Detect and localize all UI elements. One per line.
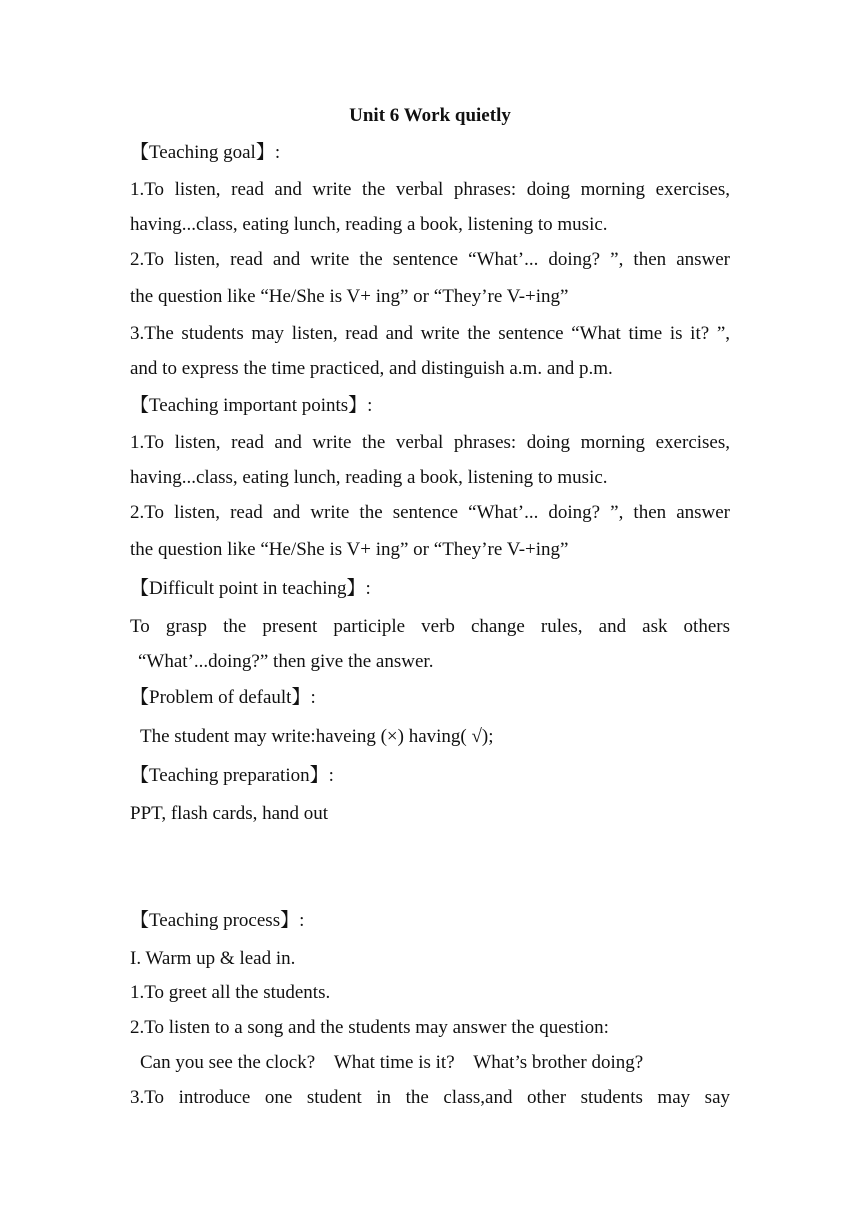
goal-line: 3.The students may listen, read and write the sentence “What time is it? ”, [130, 323, 730, 344]
process-line: I. Warm up & lead in. [130, 948, 296, 969]
preparation-line: PPT, flash cards, hand out [130, 803, 329, 824]
doc-title: Unit 6 Work quietly [349, 105, 511, 126]
difficult-point-heading: 【Difficult point in teaching】: [130, 578, 371, 599]
important-line: having...class, eating lunch, reading a book, listening to music. [130, 467, 608, 488]
important-line: 2.To listen, read and write the sentence “What’... doing? ”, then answer [130, 502, 730, 523]
process-line: 2.To listen to a song and the students may answer the question: [130, 1017, 609, 1038]
difficult-line: “What’...doing?” then give the answer. [138, 651, 434, 672]
process-line: 1.To greet all the students. [130, 982, 331, 1003]
important-points-heading: 【Teaching important points】: [130, 395, 373, 416]
process-line: 3.To introduce one student in the class,and other students may say [130, 1087, 730, 1108]
important-line: the question like “He/She is V+ ing” or “They’re V-+ing” [130, 539, 569, 560]
goal-line: having...class, eating lunch, reading a book, listening to music. [130, 214, 608, 235]
teaching-goal-heading: 【Teaching goal】: [130, 142, 281, 163]
goal-line: 1.To listen, read and write the verbal phrases: doing morning exercises, [130, 179, 730, 200]
process-line: Can you see the clock? What time is it? What’s brother doing? [140, 1052, 644, 1073]
goal-line: 2.To listen, read and write the sentence “What’... doing? ”, then answer [130, 249, 730, 270]
goal-line: and to express the time practiced, and distinguish a.m. and p.m. [130, 358, 613, 379]
teaching-preparation-heading: 【Teaching preparation】: [130, 765, 334, 786]
default-line: The student may write:haveing (×) having( √); [140, 726, 494, 747]
teaching-process-heading: 【Teaching process】: [130, 910, 305, 931]
goal-line: the question like “He/She is V+ ing” or “They’re V-+ing” [130, 286, 569, 307]
difficult-line: To grasp the present participle verb change rules, and ask others [130, 616, 730, 637]
problem-default-heading: 【Problem of default】: [130, 687, 316, 708]
important-line: 1.To listen, read and write the verbal phrases: doing morning exercises, [130, 432, 730, 453]
